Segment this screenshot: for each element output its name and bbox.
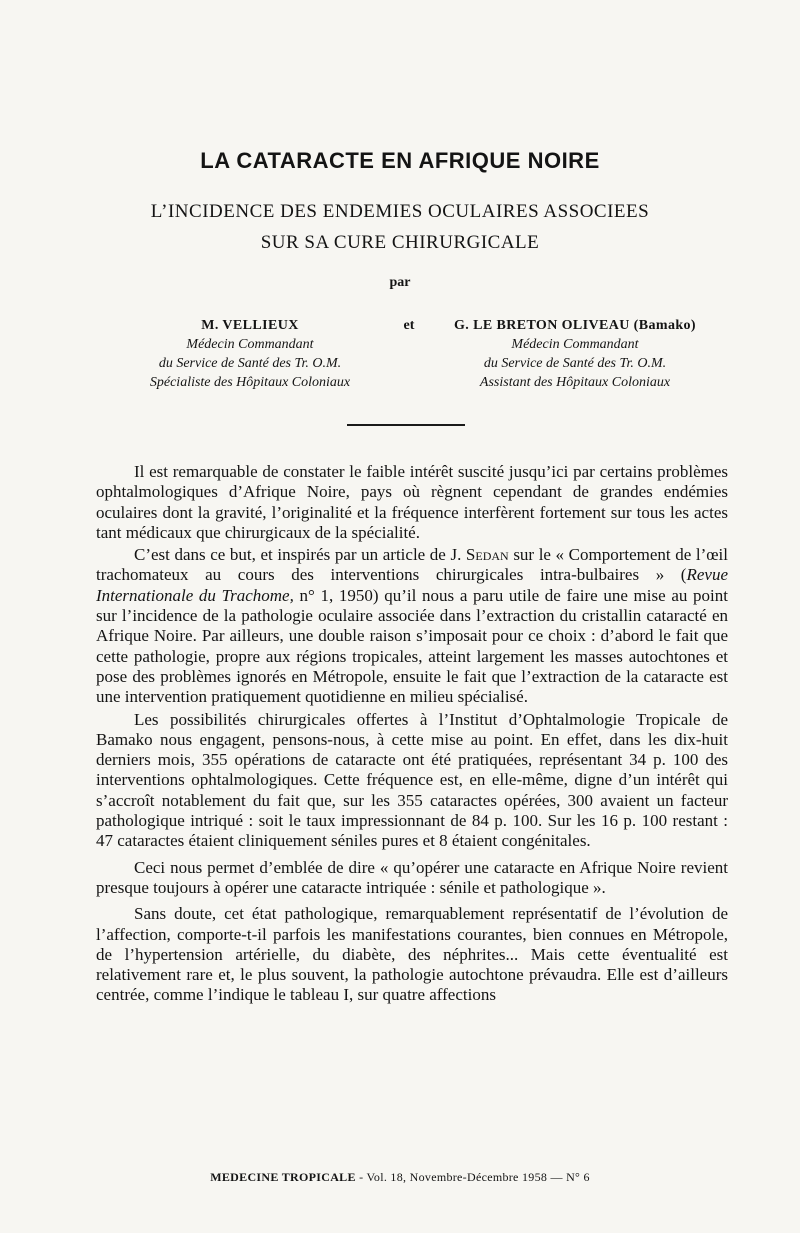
author-1-service: du Service de Santé des Tr. O.M. (158, 356, 342, 371)
cited-author: Sedan (465, 545, 509, 565)
author-2-name: G. LE BRETON OLIVEAU (Bamako) (454, 318, 696, 333)
paragraph-2 (96, 545, 728, 707)
paragraph-2-part-c: n° 1, 1950) qu’il nous a paru utile de faire une mise au point sur l’incidence de la pathologie oculaire associée dans l’extraction du cristallin cataracté en Afrique Noire. Par ailleurs, une double raison s’imposait pour ce choix : d’abord le fait que cette pathologie, propre aux régions tropicales, atteint largement les masses autochtones et pose des problèmes ignorés en Métropole, ensuite le fait que l’extraction de la cataracte est une intervention pratiquement quotidienne en milieu spécialisé. (96, 585, 728, 707)
subtitle-line-2: SUR SA CURE CHIRURGICALE (260, 232, 540, 253)
subtitle-line-1: L’INCIDENCE DES ENDEMIES OCULAIRES ASSOCIEES (150, 201, 650, 222)
article-subtitle (0, 196, 800, 258)
author-1-name: M. VELLIEUX (201, 318, 299, 333)
author-1-position: Spécialiste des Hôpitaux Coloniaux (149, 375, 351, 390)
author-1-rank: Médecin Commandant (186, 337, 314, 352)
author-2-rank: Médecin Commandant (511, 337, 639, 352)
paragraph-2-part-a: C’est dans ce but, et inspirés par un article de J. (134, 545, 466, 565)
article-body (96, 462, 728, 1008)
author-2-position: Assistant des Hôpitaux Coloniaux (479, 375, 671, 390)
author-1 (105, 316, 395, 392)
author-2-service: du Service de Santé des Tr. O.M. (483, 356, 667, 371)
title-divider (347, 424, 465, 426)
author-2 (415, 316, 735, 392)
footer-journal-name: MEDECINE TROPICALE (210, 1170, 356, 1184)
paragraph-4: Ceci nous permet d’emblée de dire « qu’opérer une cataracte en Afrique Noire revient presque toujours à opérer une cataracte intriquée : sénile et pathologique ». (96, 857, 728, 897)
authors-conjunction: et (403, 318, 415, 333)
paragraph-2-part-b: sur le « Comportement de l’œil trachomateux au cours des interventions chirurgicales intra-bulbaires » ( (96, 545, 728, 585)
footer-issue: - Vol. 18, Novembre-Décembre 1958 — N° 6 (355, 1170, 590, 1184)
paragraph-5: Sans doute, cet état pathologique, remarquablement représentatif de l’évolution de l’affection, comporte-t-il parfois les manifestations courantes, bien connues en Métropole, de l’hypertension artérielle, du diabète, des néphrites... Mais cette éventualité est relativement rare et, le plus souvent, la pathologie autochtone prévaudra. Elle est d’ailleurs centrée, comme l’indique le tableau I, sur quatre affections (96, 904, 728, 1005)
article-title: LA CATARACTE EN AFRIQUE NOIRE (200, 148, 600, 173)
byline-par: par (389, 275, 411, 290)
cited-journal: Revue Internationale du Trachome, (96, 565, 728, 605)
paragraph-3: Les possibilités chirurgicales offertes à l’Institut d’Ophtalmologie Tropicale de Bamako nous engagent, pensons-nous, à cette mise au point. En effet, dans les dix-huit derniers mois, 355 opérations de cataracte ont été pratiquées, représentant 34 p. 100 des interventions ophtalmologiques. Cette fréquence est, en elle-même, digne d’un intérêt qui s’accroît notablement du fait que, sur les 355 cataractes opérées, 300 avaient un facteur pathologique intriqué : soit le taux impressionnant de 84 p. 100. Sur les 16 p. 100 restant : 47 cataractes étaient cliniquement séniles pures et 8 étaient congénitales. (96, 709, 728, 851)
journal-footer (0, 1170, 800, 1185)
paragraph-1: Il est remarquable de constater le faible intérêt suscité jusqu’ici par certains problèmes ophtalmologiques d’Afrique Noire, pays où règnent cependant de grandes endémies oculaires dont la gravité, l’originalité et la fréquence interfèrent fortement sur tous les actes tant médicaux que chirurgicaux de la spécialité. (96, 462, 728, 542)
